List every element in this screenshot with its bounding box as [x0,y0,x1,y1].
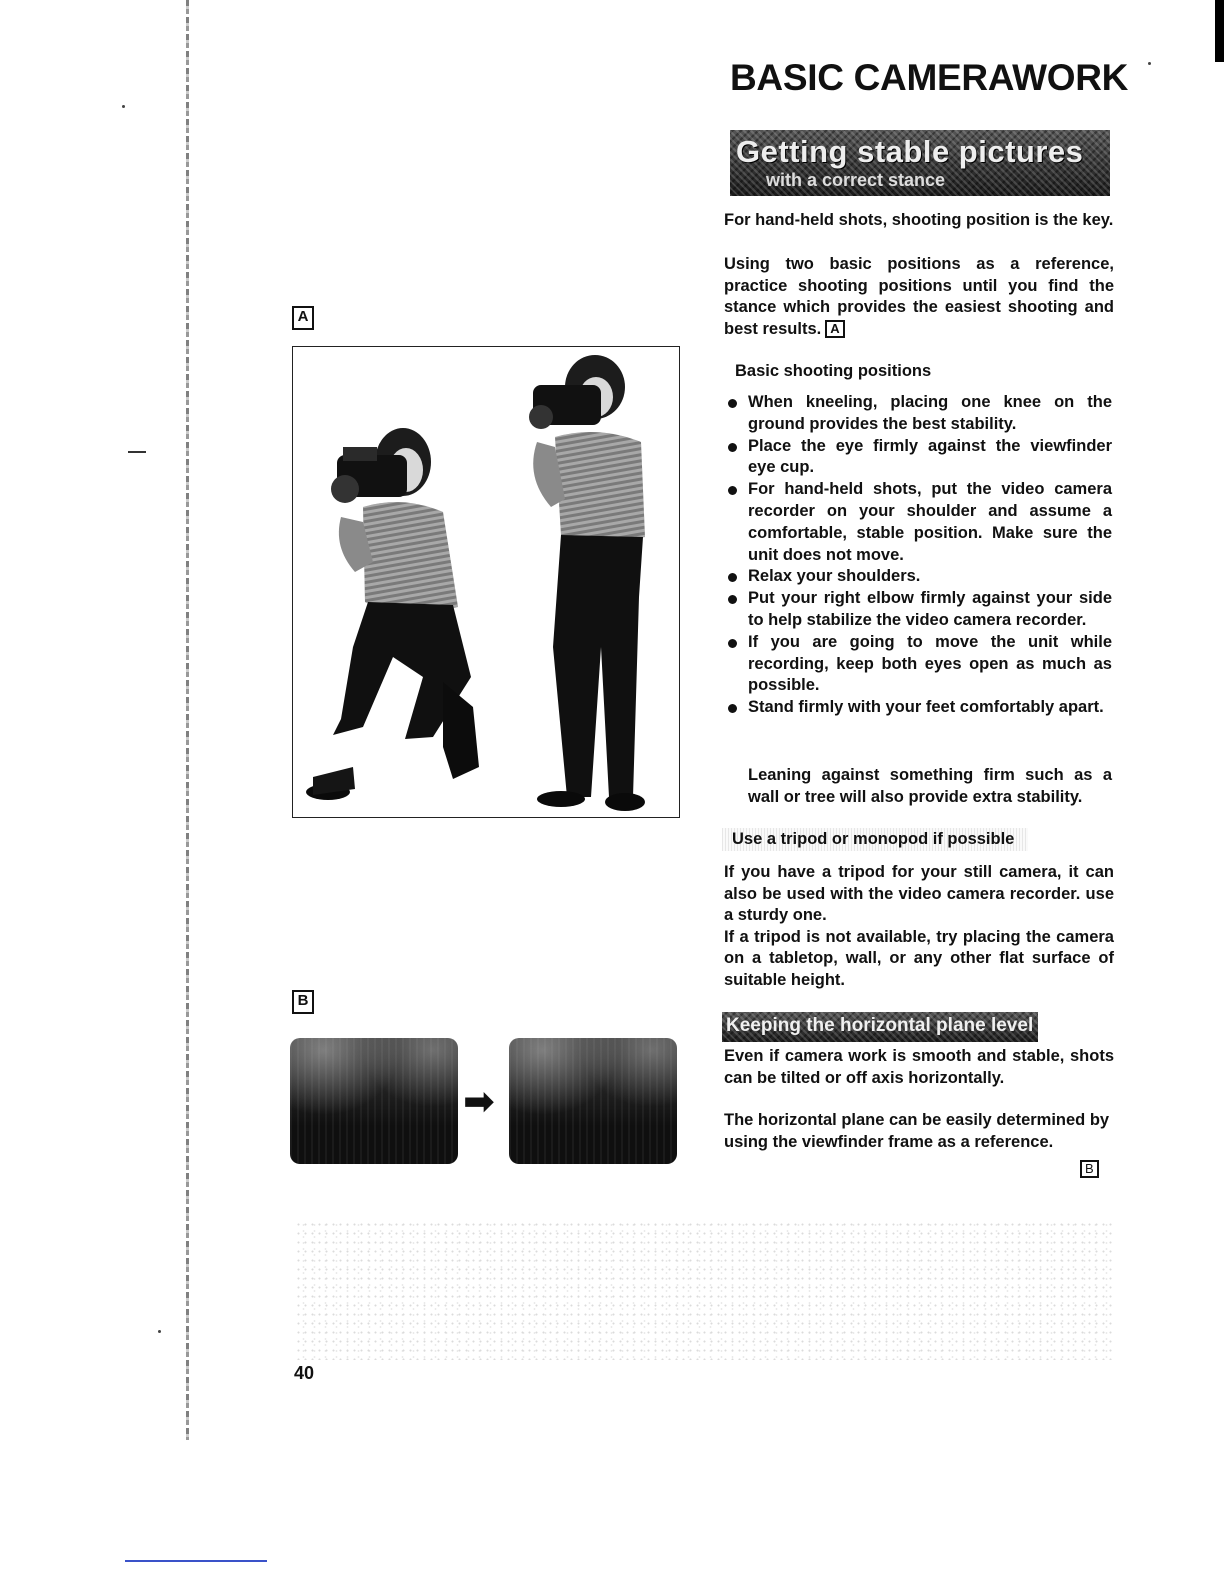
list-item-continuation: Leaning against something firm such as a wall or tree will also provide extra stability. [748,766,1112,806]
tripod-paragraph [724,862,1114,991]
page-number: 40 [294,1363,315,1383]
list-item: When kneeling, placing one knee on the ground provides the best stability. [726,392,1112,436]
viewfinder-tilted-example [290,1038,458,1164]
figure-ref-b: B [1080,1160,1099,1178]
list-item: If you are going to move the unit while recording, keep both eyes open as much as possible. [726,632,1112,697]
stray-dot [122,105,125,108]
banner-subtitle: with a correct stance [766,170,946,190]
figure-label-b: B [292,990,314,1014]
list-item: Put your right elbow firmly against your side to help stabilize the video camera recorder. [726,588,1112,632]
lead-paragraph: For hand-held shots, shooting position is the key. [724,211,1114,229]
list-item: Relax your shoulders. [726,566,1112,588]
binding-edge [186,0,189,1440]
figure-a-photo [292,346,680,818]
list-item: Place the eye firmly against the viewfinder eye cup. [726,436,1112,480]
standing-figure [529,355,645,811]
shooting-positions-illustration [293,347,679,817]
figure-ref-a: A [825,320,844,338]
banner-title: Getting stable pictures [736,134,1084,169]
stray-dot [158,1330,161,1333]
bottom-rule [125,1560,267,1562]
section-banner-getting-stable [730,130,1110,196]
stray-dot [1148,62,1151,65]
intro-paragraph [724,254,1114,340]
basic-positions-list [726,392,1112,719]
kneeling-figure [306,428,479,800]
scan-noise [295,1220,1115,1360]
margin-tick [128,451,146,453]
list-item: Stand firmly with your feet comfortably apart. [726,697,1112,719]
subheading-basic-positions: Basic shooting positions [735,362,932,380]
viewfinder-level-example [509,1038,677,1164]
list-item: For hand-held shots, put the video camera recorder on your shoulder and assume a comfortable, stable position. Make sure the unit does not move. [726,479,1112,566]
horizontal-paragraph-1: Even if camera work is smooth and stable, shots can be tilted or off axis horizontally. [724,1047,1114,1087]
section-banner-horizontal [722,1012,1038,1042]
edge-mark [1215,0,1224,62]
horizontal-paragraph-2: The horizontal plane can be easily determined by using the viewfinder frame as a reference. [724,1111,1110,1151]
figure-label-a: A [292,306,314,330]
subheading-tripod: Use a tripod or monopod if possible [722,828,1028,851]
page-title: BASIC CAMERAWORK [730,57,1129,98]
tripod-text-2: If a tripod is not available, try placing the camera on a tabletop, wall, or any other flat surface of suitable height. [724,927,1114,989]
intro-text: Using two basic positions as a reference, practice shooting positions until you find the stance which provides the easiest shooting and best results. [724,255,1114,338]
banner-title: Keeping the horizontal plane level [726,1015,1034,1036]
right-arrow-icon: ➡ [463,1081,495,1123]
tripod-text: If you have a tripod for your still camera, it can also be used with the video camera recorder. use a sturdy one. [724,863,1114,924]
